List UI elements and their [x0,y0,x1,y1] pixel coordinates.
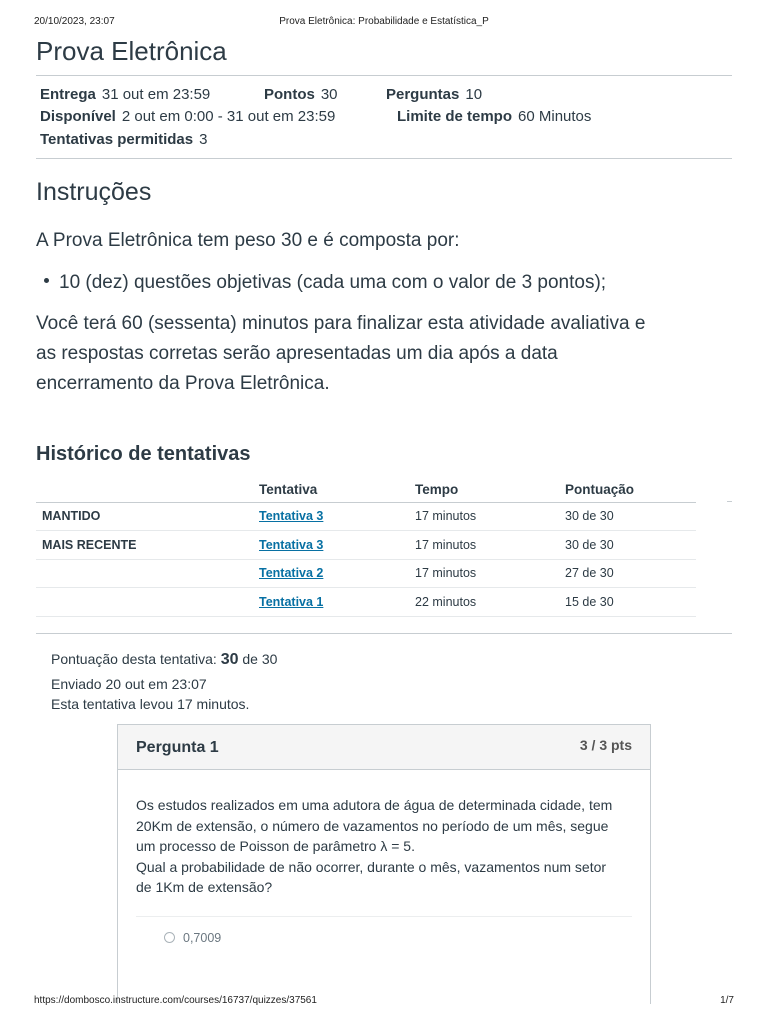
attempt-time: 17 minutos [415,531,565,560]
page-title: Prova Eletrônica [36,36,227,66]
attempt-state [36,588,259,617]
table-row [36,559,696,588]
question-text-line: Os estudos realizados em uma adutora de água de determinada cidade, tem [136,797,613,813]
attempt-score-suffix: de 30 [242,651,278,667]
question-text-line: Qual a probabilidade de não ocorrer, durante o mês, vazamentos num setor [136,858,607,875]
history-heading: Histórico de tentativas [36,443,251,465]
instructions-line-3: encerramento da Prova Eletrônica. [36,373,330,394]
history-col-time: Tempo [415,478,565,502]
question-header [118,725,650,770]
attempt-link[interactable]: Tentativa 2 [259,566,324,581]
attempt-time: 17 minutos [415,502,565,531]
answer-option[interactable] [164,931,221,945]
meta-tentativas-value: 3 [199,131,208,148]
divider [727,501,732,502]
meta-disponivel-label: Disponível [40,108,116,125]
bullet-dot-icon [44,278,49,283]
attempt-duration: Esta tentativa levou 17 minutos. [51,696,250,712]
footer-url: https://dombosco.instructure.com/courses/16737/quizzes/37561 [34,995,317,1006]
instructions-intro: A Prova Eletrônica tem peso 30 e é composta por: [36,230,460,251]
attempt-score-line [51,651,277,669]
history-table [36,478,696,617]
attempt-time: 22 minutos [415,588,565,617]
meta-disponivel-value: 2 out em 0:00 - 31 out em 23:59 [121,108,336,125]
divider [36,158,732,159]
question-text-line: 20Km de extensão, o número de vazamentos no período de um mês, segue [136,817,609,834]
attempt-score-label: Pontuação desta tentativa: [51,651,217,667]
attempt-state: MAIS RECENTE [36,531,259,560]
meta-disponivel [40,108,335,125]
divider [36,75,732,76]
attempt-score: 30 de 30 [565,531,696,560]
instructions-line-2: as respostas corretas serão apresentadas um dia após a data [36,343,558,364]
question-points: 3 / 3 pts [579,737,632,753]
print-datetime: 20/10/2023, 23:07 [34,16,115,27]
meta-limite [397,108,591,125]
question-card [117,724,651,1004]
meta-tentativas-label: Tentativas permitidas [40,131,194,148]
divider [136,916,632,917]
attempt-score: 15 de 30 [565,588,696,617]
meta-perguntas [386,86,482,103]
divider [36,633,732,634]
attempt-time: 17 minutos [415,559,565,588]
attempt-score-value: 30 [220,651,239,668]
meta-limite-label: Limite de tempo [397,108,513,125]
attempt-submitted: Enviado 20 out em 23:07 [51,676,207,692]
table-row [36,502,696,531]
meta-entrega-label: Entrega [40,86,96,103]
radio-icon[interactable] [164,932,175,943]
attempt-link[interactable]: Tentativa 3 [259,537,324,552]
attempt-score: 30 de 30 [565,502,696,531]
history-col-score: Pontuação [565,478,696,502]
attempt-state [36,559,259,588]
instructions-bullet-text: 10 (dez) questões objetivas (cada uma com o valor de 3 pontos); [59,272,607,293]
footer-page-number: 1/7 [720,995,734,1006]
instructions-bullet [44,269,606,297]
table-row [36,588,696,617]
table-row [36,531,696,560]
question-text-line: um processo de Poisson de parâmetro λ = 5. [136,838,415,854]
meta-tentativas [40,131,207,148]
meta-perguntas-label: Perguntas [386,86,460,103]
attempt-link[interactable]: Tentativa 3 [259,509,324,524]
meta-pontos-label: Pontos [264,86,315,103]
meta-entrega-value: 31 out em 23:59 [101,86,211,103]
attempt-state: MANTIDO [36,502,259,531]
history-header-row [36,478,696,502]
instructions-line-1: Você terá 60 (sessenta) minutos para finalizar esta atividade avaliativa e [36,313,646,334]
history-col-state [36,478,259,502]
meta-pontos-value: 30 [320,86,338,103]
meta-perguntas-value: 10 [465,86,483,103]
print-header [34,16,734,30]
instructions-heading: Instruções [36,178,152,206]
attempt-score: 27 de 30 [565,559,696,588]
meta-entrega [40,86,210,103]
question-text [136,795,636,898]
history-col-attempt: Tentativa [259,478,415,502]
answer-label: 0,7009 [183,931,222,945]
print-page-title: Prova Eletrônica: Probabilidade e Estatística_P [279,16,489,27]
meta-limite-value: 60 Minutos [518,108,592,125]
attempt-link[interactable]: Tentativa 1 [259,594,324,609]
question-text-line: de 1Km de extensão? [136,879,273,895]
meta-pontos [264,86,338,103]
question-title: Pergunta 1 [136,739,219,756]
